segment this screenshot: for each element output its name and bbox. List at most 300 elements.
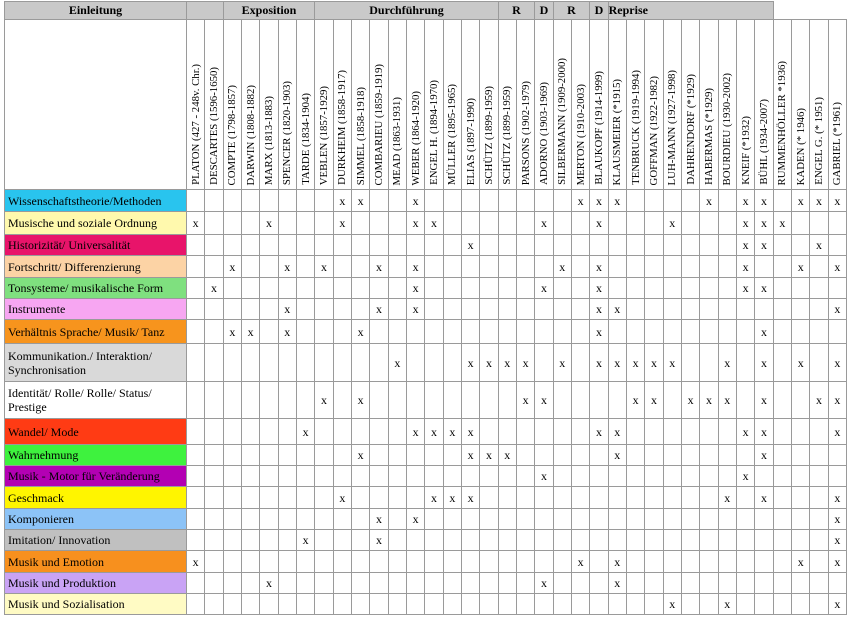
matrix-cell: [663, 594, 681, 615]
matrix-cell: [810, 487, 828, 509]
matrix-cell: [681, 573, 699, 594]
matrix-cell: [205, 212, 223, 235]
matrix-cell: [590, 509, 608, 530]
matrix-cell: [792, 487, 810, 509]
matrix-cell: [571, 256, 589, 278]
matrix-cell: [480, 509, 498, 530]
matrix-cell: [516, 551, 534, 573]
matrix-cell: [241, 256, 259, 278]
matrix-cell: [626, 551, 644, 573]
matrix-cell: [241, 278, 259, 299]
x-mark: x: [834, 259, 841, 274]
matrix-cell: [553, 212, 571, 235]
matrix-cell: [187, 212, 205, 235]
matrix-cell: [736, 212, 754, 235]
matrix-cell: [663, 299, 681, 320]
matrix-cell: [535, 212, 553, 235]
matrix-cell: [663, 344, 681, 382]
matrix-cell: [681, 190, 699, 212]
matrix-cell: [241, 190, 259, 212]
section-header: Exposition: [223, 2, 315, 20]
topic-label: Fortschritt/ Differenzierung: [5, 256, 187, 278]
matrix-cell: [315, 551, 333, 573]
matrix-cell: [571, 344, 589, 382]
matrix-cell: [205, 344, 223, 382]
matrix-cell: [663, 190, 681, 212]
matrix-cell: [187, 594, 205, 615]
matrix-cell: [718, 256, 736, 278]
topic-label: Musische und soziale Ordnung: [5, 212, 187, 235]
x-mark: x: [742, 216, 749, 230]
matrix-cell: [333, 573, 351, 594]
matrix-cell: [608, 190, 626, 212]
theorist-header: [425, 20, 443, 190]
matrix-cell: [736, 344, 754, 382]
matrix-cell: [773, 278, 791, 299]
matrix-cell: [535, 573, 553, 594]
x-mark: x: [834, 597, 841, 611]
matrix-cell: [645, 466, 663, 487]
matrix-cell: [755, 344, 773, 382]
topic-label: Wissenschaftstheorie/Methoden: [5, 190, 187, 212]
x-mark: x: [339, 193, 346, 208]
matrix-cell: [352, 278, 370, 299]
x-mark: x: [412, 302, 419, 316]
matrix-cell: [645, 594, 663, 615]
matrix-cell: [736, 299, 754, 320]
matrix-cell: [425, 235, 443, 256]
matrix-cell: [645, 573, 663, 594]
theorist-name: ELIAS (1897-1990): [464, 97, 477, 185]
x-mark: x: [467, 448, 474, 462]
theorist-name: SCHÜTZ (1899-1959): [501, 86, 514, 185]
matrix-cell: [773, 551, 791, 573]
matrix-cell: [187, 382, 205, 419]
matrix-cell: [388, 235, 406, 256]
matrix-cell: [498, 256, 516, 278]
matrix-cell: [278, 235, 296, 256]
matrix-cell: [461, 212, 479, 235]
matrix-cell: [792, 594, 810, 615]
matrix-cell: [773, 235, 791, 256]
matrix-cell: [407, 530, 425, 551]
matrix-cell: [700, 594, 718, 615]
matrix-cell: [425, 344, 443, 382]
x-mark: x: [632, 355, 639, 370]
theorist-header: [663, 20, 681, 190]
matrix-cell: [296, 594, 314, 615]
x-mark: x: [742, 469, 749, 483]
matrix-cell: [260, 551, 278, 573]
matrix-cell: [773, 320, 791, 344]
matrix-cell: [736, 190, 754, 212]
x-mark: x: [705, 393, 712, 407]
matrix-cell: [443, 551, 461, 573]
matrix-cell: [260, 466, 278, 487]
matrix-cell: [810, 573, 828, 594]
matrix-cell: [333, 190, 351, 212]
matrix-cell: [425, 419, 443, 445]
matrix-cell: [296, 344, 314, 382]
matrix-cell: [370, 320, 388, 344]
matrix-cell: [296, 299, 314, 320]
matrix-cell: [241, 419, 259, 445]
matrix-cell: [773, 299, 791, 320]
matrix-cell: [425, 487, 443, 509]
matrix-cell: [388, 530, 406, 551]
matrix-cell: [388, 278, 406, 299]
matrix-cell: [498, 509, 516, 530]
x-mark: x: [595, 302, 602, 316]
matrix-cell: [223, 320, 241, 344]
topic-label: Musik und Sozialisation: [5, 594, 187, 615]
matrix-cell: [388, 190, 406, 212]
x-mark: x: [357, 393, 364, 407]
matrix-cell: [407, 551, 425, 573]
x-mark: x: [760, 355, 767, 370]
matrix-cell: [205, 445, 223, 466]
x-mark: x: [760, 448, 767, 462]
matrix-cell: [773, 212, 791, 235]
matrix-cell: [736, 320, 754, 344]
x-mark: x: [376, 259, 382, 274]
matrix-cell: [626, 487, 644, 509]
matrix-cell: [407, 509, 425, 530]
matrix-cell: [608, 551, 626, 573]
matrix-cell: [443, 466, 461, 487]
theorist-header: [352, 20, 370, 190]
matrix-cell: [681, 487, 699, 509]
x-mark: x: [265, 576, 272, 590]
theorist-header: [755, 20, 773, 190]
matrix-cell: [278, 212, 296, 235]
table-row: [5, 190, 847, 212]
matrix-cell: [443, 445, 461, 466]
matrix-cell: [187, 256, 205, 278]
matrix-cell: [407, 278, 425, 299]
matrix-cell: [223, 382, 241, 419]
x-mark: x: [376, 302, 382, 316]
table-row: [5, 509, 847, 530]
matrix-cell: [792, 530, 810, 551]
topic-label: Verhältnis Sprache/ Musik/ Tanz: [5, 320, 187, 344]
matrix-cell: [407, 594, 425, 615]
theorist-name: MERTON (1910-2003): [574, 83, 587, 185]
section-header: D: [535, 2, 553, 20]
matrix-cell: [205, 551, 223, 573]
matrix-cell: [407, 466, 425, 487]
matrix-cell: [498, 530, 516, 551]
matrix-cell: [718, 344, 736, 382]
matrix-cell: [718, 278, 736, 299]
x-mark: x: [595, 355, 602, 370]
matrix-cell: [407, 344, 425, 382]
matrix-cell: [736, 466, 754, 487]
matrix-cell: [443, 487, 461, 509]
matrix-cell: [480, 445, 498, 466]
x-mark: x: [412, 281, 419, 295]
x-mark: x: [540, 281, 547, 295]
matrix-cell: [260, 419, 278, 445]
table-row: [5, 320, 847, 344]
theorist-header: [571, 20, 589, 190]
matrix-cell: [205, 530, 223, 551]
x-mark: x: [834, 393, 841, 407]
section-header: Durchführung: [315, 2, 498, 20]
matrix-cell: [773, 594, 791, 615]
theorist-name: TARDE (1834-1904): [299, 93, 312, 185]
topic-label: Geschmack: [5, 487, 187, 509]
table-row: [5, 487, 847, 509]
matrix-cell: [388, 573, 406, 594]
matrix-cell: [828, 235, 846, 256]
matrix-cell: [755, 235, 773, 256]
matrix-cell: [480, 419, 498, 445]
matrix-cell: [773, 382, 791, 419]
matrix-cell: [278, 594, 296, 615]
matrix-cell: [223, 278, 241, 299]
x-mark: x: [834, 512, 841, 526]
theorist-name: DESCARTES (1596-1650): [207, 67, 220, 185]
matrix-cell: [645, 419, 663, 445]
matrix-cell: [663, 382, 681, 419]
matrix-cell: [681, 299, 699, 320]
matrix-cell: [590, 256, 608, 278]
matrix-cell: [828, 212, 846, 235]
matrix-cell: [700, 320, 718, 344]
matrix-cell: [498, 466, 516, 487]
x-mark: x: [467, 490, 474, 505]
matrix-cell: [608, 487, 626, 509]
x-mark: x: [816, 238, 823, 252]
x-mark: x: [834, 490, 841, 505]
matrix-cell: [388, 445, 406, 466]
matrix-cell: [388, 382, 406, 419]
theorist-header: [278, 20, 296, 190]
matrix-cell: [205, 190, 223, 212]
matrix-cell: [315, 487, 333, 509]
topic-theorist-matrix: [4, 1, 847, 615]
matrix-cell: [187, 551, 205, 573]
matrix-cell: [296, 212, 314, 235]
matrix-cell: [516, 445, 534, 466]
matrix-cell: [755, 419, 773, 445]
matrix-cell: [792, 320, 810, 344]
x-mark: x: [485, 448, 492, 462]
matrix-cell: [792, 212, 810, 235]
matrix-cell: [260, 487, 278, 509]
matrix-cell: [626, 382, 644, 419]
matrix-cell: [828, 320, 846, 344]
matrix-cell: [260, 299, 278, 320]
matrix-cell: [187, 320, 205, 344]
theorist-header: [718, 20, 736, 190]
matrix-cell: [516, 382, 534, 419]
matrix-cell: [461, 551, 479, 573]
matrix-cell: [645, 256, 663, 278]
matrix-cell: [241, 573, 259, 594]
matrix-cell: [626, 256, 644, 278]
matrix-cell: [516, 530, 534, 551]
matrix-cell: [681, 466, 699, 487]
theorist-name: COMPTE (1798-1857): [226, 84, 239, 185]
matrix-cell: [828, 382, 846, 419]
topic-label: Imitation/ Innovation: [5, 530, 187, 551]
matrix-cell: [260, 530, 278, 551]
matrix-cell: [425, 278, 443, 299]
x-mark: x: [834, 424, 841, 439]
matrix-cell: [626, 299, 644, 320]
matrix-cell: [352, 320, 370, 344]
matrix-cell: [205, 382, 223, 419]
x-mark: x: [760, 490, 767, 505]
topic-label: Tonsysteme/ musikalische Form: [5, 278, 187, 299]
matrix-cell: [718, 419, 736, 445]
table-row: [5, 594, 847, 615]
x-mark: x: [760, 216, 767, 230]
matrix-cell: [700, 299, 718, 320]
matrix-cell: [700, 530, 718, 551]
matrix-cell: [223, 190, 241, 212]
x-mark: x: [614, 355, 621, 370]
matrix-cell: [571, 573, 589, 594]
matrix-cell: [681, 344, 699, 382]
x-mark: x: [760, 238, 767, 252]
matrix-cell: [260, 594, 278, 615]
x-mark: x: [504, 448, 511, 462]
matrix-cell: [792, 256, 810, 278]
matrix-cell: [700, 212, 718, 235]
matrix-cell: [425, 445, 443, 466]
matrix-cell: [260, 212, 278, 235]
matrix-cell: [187, 445, 205, 466]
matrix-cell: [425, 594, 443, 615]
x-mark: x: [540, 393, 547, 407]
matrix-cell: [516, 487, 534, 509]
theorist-header: [590, 20, 608, 190]
x-mark: x: [724, 393, 731, 407]
matrix-cell: [590, 445, 608, 466]
matrix-cell: [736, 278, 754, 299]
theorist-header: [461, 20, 479, 190]
x-mark: x: [577, 193, 584, 208]
theorist-header: [645, 20, 663, 190]
matrix-cell: [736, 530, 754, 551]
topic-label: Musik - Motor für Veränderung: [5, 466, 187, 487]
matrix-cell: [516, 320, 534, 344]
theorist-name: GOFFMAN (1922-1982): [647, 75, 660, 185]
matrix-cell: [370, 594, 388, 615]
theorist-name: ENGEL G. (* 1951): [813, 97, 826, 185]
x-mark: x: [760, 393, 767, 407]
matrix-cell: [718, 212, 736, 235]
matrix-cell: [773, 509, 791, 530]
matrix-cell: [626, 445, 644, 466]
matrix-cell: [516, 573, 534, 594]
matrix-cell: [296, 509, 314, 530]
matrix-cell: [810, 530, 828, 551]
matrix-cell: [663, 466, 681, 487]
matrix-cell: [241, 594, 259, 615]
matrix-cell: [498, 299, 516, 320]
matrix-cell: [296, 190, 314, 212]
matrix-cell: [571, 190, 589, 212]
matrix-cell: [553, 509, 571, 530]
theorist-name: PARSONS (1902-1979): [519, 80, 532, 185]
matrix-cell: [187, 466, 205, 487]
matrix-cell: [608, 235, 626, 256]
x-mark: x: [467, 424, 474, 439]
matrix-cell: [773, 190, 791, 212]
matrix-cell: [553, 530, 571, 551]
theorist-name: ADORNO (1903-1969): [537, 82, 550, 185]
matrix-cell: [260, 382, 278, 419]
matrix-cell: [645, 212, 663, 235]
table-row: [5, 256, 847, 278]
matrix-cell: [205, 278, 223, 299]
table-row: [5, 445, 847, 466]
topic-label: Musik und Produktion: [5, 573, 187, 594]
matrix-cell: [608, 445, 626, 466]
matrix-cell: [828, 509, 846, 530]
theorist-name: VEBLEN (1857-1929): [318, 85, 331, 185]
theorist-name: RUMMENHÖLLER *1936): [776, 60, 789, 185]
matrix-cell: [792, 466, 810, 487]
matrix-cell: [425, 573, 443, 594]
matrix-cell: [773, 530, 791, 551]
matrix-cell: [443, 320, 461, 344]
matrix-cell: [645, 487, 663, 509]
matrix-cell: [535, 419, 553, 445]
matrix-cell: [443, 212, 461, 235]
matrix-cell: [718, 382, 736, 419]
x-mark: x: [705, 193, 712, 208]
matrix-cell: [571, 382, 589, 419]
matrix-cell: [407, 256, 425, 278]
matrix-cell: [828, 344, 846, 382]
matrix-cell: [681, 530, 699, 551]
matrix-cell: [296, 487, 314, 509]
matrix-cell: [810, 551, 828, 573]
x-mark: x: [302, 533, 309, 547]
x-mark: x: [467, 238, 474, 252]
matrix-cell: [205, 487, 223, 509]
section-header: R: [498, 2, 535, 20]
matrix-cell: [516, 212, 534, 235]
x-mark: x: [247, 324, 254, 339]
matrix-cell: [535, 466, 553, 487]
matrix-cell: [205, 594, 223, 615]
matrix-cell: [260, 320, 278, 344]
matrix-cell: [755, 445, 773, 466]
matrix-cell: [810, 382, 828, 419]
section-header: [187, 2, 224, 20]
matrix-cell: [315, 445, 333, 466]
matrix-cell: [645, 320, 663, 344]
matrix-cell: [773, 573, 791, 594]
matrix-cell: [828, 445, 846, 466]
theorist-name: MÜLLER (1895-1965): [446, 83, 459, 185]
matrix-cell: [663, 487, 681, 509]
matrix-cell: [480, 212, 498, 235]
matrix-cell: [828, 299, 846, 320]
matrix-cell: [205, 256, 223, 278]
x-mark: x: [540, 576, 547, 590]
matrix-cell: [626, 235, 644, 256]
matrix-cell: [571, 466, 589, 487]
theorist-header: [736, 20, 754, 190]
matrix-cell: [425, 382, 443, 419]
